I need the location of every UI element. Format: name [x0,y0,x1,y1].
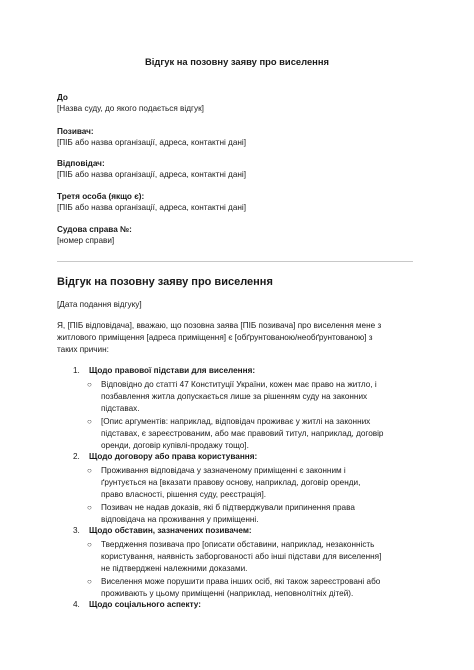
list-item-line: Твердження позивача про [описати обставини, наприклад, незаконність [101,540,375,549]
list-item-line: оренди, договір купівлі-продажу тощо]. [101,441,249,451]
bullet-circle-icon: ○ [87,417,92,426]
intro-line: таких причин: [57,345,109,355]
party-label: До [57,93,68,102]
divider [57,261,413,262]
list-item [87,465,418,502]
submission-date: [Дата подання відгуку] [57,300,142,309]
party-label: Відповідач: [57,159,105,168]
bullet-circle-icon: ○ [87,503,92,512]
list-item [87,576,418,600]
list-item-line: Відповідно до статті 47 Конституції України, кожен має право на житло, і [101,380,377,389]
section-number: 2. [73,452,80,461]
party-label: Третя особа (якщо є): [57,192,145,201]
party-third [57,191,246,213]
party-plaintiff [57,126,246,148]
list-item-line: підставах, є зареєстрованим, або має правовий титул, наприклад, договір [101,429,384,439]
list-item-line: Виселення може порушити права інших осіб, які також зареєстровані або [101,577,381,586]
bullet-circle-icon: ○ [87,466,92,475]
document-title: Відгук на позовну заяву про виселення [145,56,329,67]
section-1-title [73,366,255,375]
section-title: Щодо соціального аспекту: [89,600,201,609]
party-court [57,92,204,114]
section-2-title [73,452,257,461]
section-number: 3. [73,526,80,535]
section-4-title [73,600,201,609]
list-item-line: право власності, рішення суду, реєстрація]. [101,490,266,500]
section-number: 4. [73,600,80,609]
section-title: Щодо обставин, зазначених позивачем: [89,526,252,535]
party-case-number [57,224,132,246]
list-item-line: підставах. [101,404,140,414]
list-item-line: відповідача на проживання у приміщенні. [101,515,259,525]
section-title: Щодо договору або права користування: [89,452,258,461]
party-label: Позивач: [57,127,94,136]
list-item-line: позбавлення житла допускається лише за рішенням суду на законних [101,392,368,402]
intro-paragraph [57,320,415,357]
list-item-line: проживають у цьому приміщенні (наприклад, неповнолітніх дітей). [101,589,354,599]
list-item-line: користування, наявність заборгованості або інші підстави для виселення] [101,552,382,562]
list-item [87,379,418,416]
party-value: [ПІБ або назва організації, адреса, контактні дані] [57,170,247,179]
section-3-title [73,526,252,535]
intro-line: Я, [ПІБ відповідача], вважаю, що позовна заява [ПІБ позивача] про виселення мене з [57,321,382,330]
section-heading: Відгук на позовну заяву про виселення [57,276,273,288]
intro-line: житлового приміщення [адреса приміщення] є [обґрунтованою/необґрунтованою] з [57,333,373,343]
party-value: [ПІБ або назва організації, адреса, контактні дані] [57,203,247,212]
list-item [87,539,418,576]
list-item [87,416,418,453]
party-defendant [57,158,246,180]
party-value: [ПІБ або назва організації, адреса, контактні дані] [57,138,247,147]
party-value: [Назва суду, до якого подається відгук] [57,104,204,113]
list-item [87,502,418,526]
list-item-line: [Опис аргументів: наприклад, відповідач проживає у житлі на законних [101,417,371,426]
bullet-circle-icon: ○ [87,577,92,586]
section-title: Щодо правової підстави для виселення: [89,366,256,375]
party-label: Судова справа №: [57,225,132,234]
list-item-line: не підтверджені належними доказами. [101,564,248,574]
bullet-circle-icon: ○ [87,540,92,549]
bullet-circle-icon: ○ [87,380,92,389]
list-item-line: ґрунтується на [вказати правову основу, наприклад, договір оренди, [101,478,361,488]
section-number: 1. [73,366,80,375]
party-value: [номер справи] [57,236,115,245]
list-item-line: Проживання відповідача у зазначеному приміщенні є законним і [101,466,346,475]
list-item-line: Позивач не надав доказів, які б підтверджували припинення права [101,503,355,512]
